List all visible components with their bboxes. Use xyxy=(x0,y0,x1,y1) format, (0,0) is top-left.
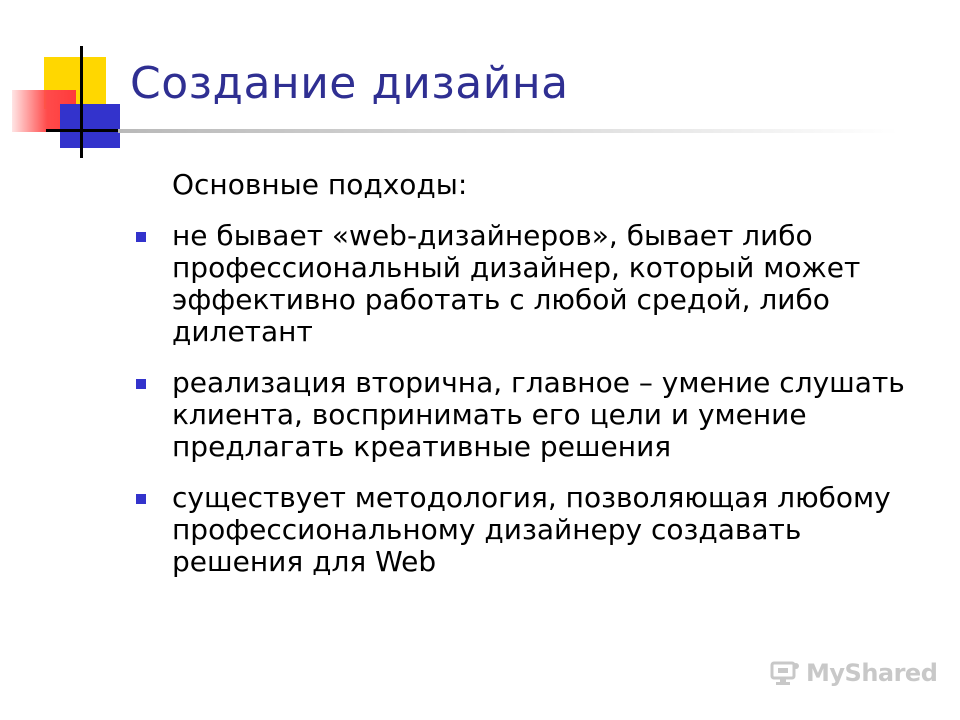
mysahred-logo-icon xyxy=(770,660,800,686)
slide-subtitle: Основные подходы: xyxy=(172,168,468,201)
decor-horizontal-line xyxy=(46,129,120,132)
bullet-item xyxy=(136,482,926,578)
bullet-text: существует методология, позволяющая любому профессиональному дизайнеру создавать решения для Web xyxy=(172,481,891,578)
slide-title: Создание дизайна xyxy=(130,58,569,109)
bullet-text: не бывает «web-дизайнеров», бывает либо профессиональный дизайнер, который может эффективно работать с любой средой, либо дилетант xyxy=(172,219,861,348)
decor-vertical-line xyxy=(80,46,83,158)
bullet-item xyxy=(136,220,926,348)
decor-blue-square xyxy=(60,104,120,148)
title-underline xyxy=(118,129,898,133)
bullet-item xyxy=(136,367,926,463)
bullet-square-icon xyxy=(136,232,146,242)
bullet-square-icon xyxy=(136,494,146,504)
bullet-square-icon xyxy=(136,379,146,389)
bullet-text: реализация вторична, главное – умение слушать клиента, воспринимать его цели и умение предлагать креативные решения xyxy=(172,366,905,463)
bullet-list xyxy=(136,220,926,597)
watermark xyxy=(770,658,937,688)
watermark-text: MyShared xyxy=(806,659,938,687)
